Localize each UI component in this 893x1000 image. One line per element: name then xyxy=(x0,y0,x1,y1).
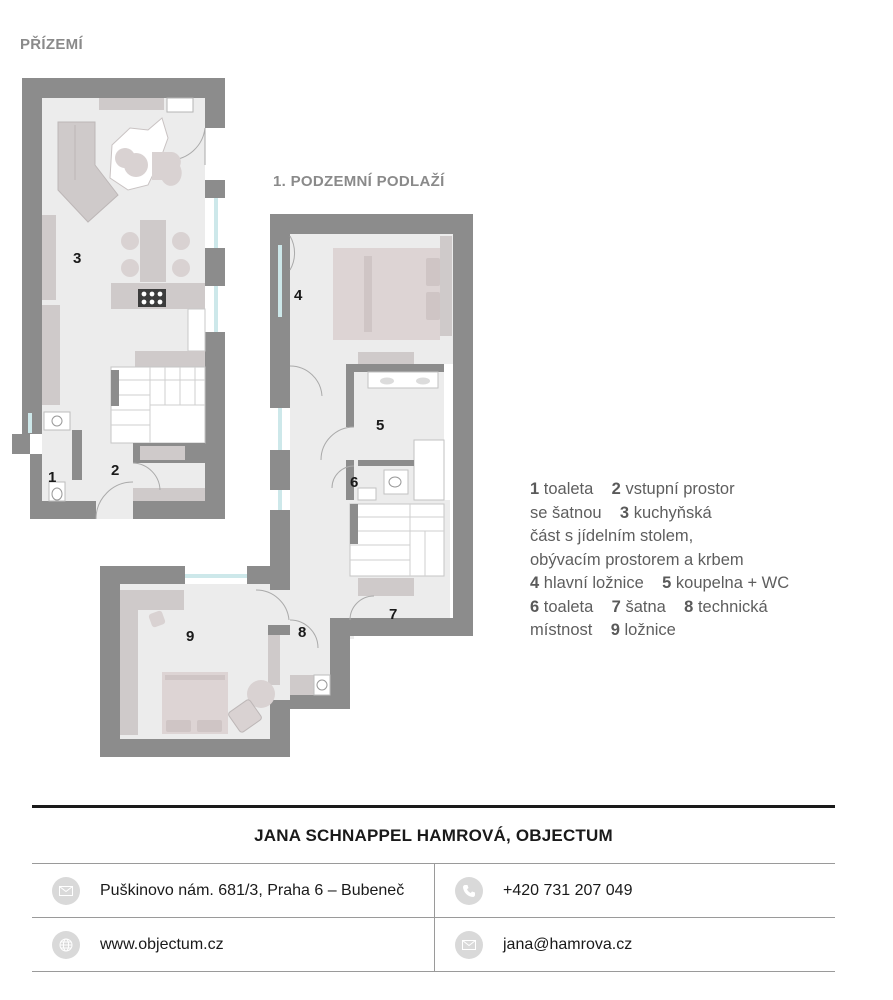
legend-number: 5 xyxy=(662,574,672,592)
basement-window xyxy=(278,490,282,510)
basement-wall xyxy=(268,625,290,635)
legend-number: 6 xyxy=(530,597,540,616)
wall-cabinet xyxy=(42,215,56,300)
coffee-table xyxy=(124,153,148,177)
toilet-partition xyxy=(358,460,414,466)
basement-wall xyxy=(350,618,473,636)
kitchen-sink xyxy=(167,98,193,112)
basement-wall xyxy=(270,700,290,757)
globe-icon xyxy=(52,931,80,959)
basement-floor-title: 1. PODZEMNÍ PODLAŽÍ xyxy=(273,173,445,190)
wardrobe-7 xyxy=(358,578,414,596)
ground-floor-plan xyxy=(12,78,225,519)
desk xyxy=(120,590,184,610)
bedroom-9-wardrobe xyxy=(120,590,138,735)
bed-pillow xyxy=(166,720,191,732)
legend-text: místnost xyxy=(530,621,593,639)
bed-pillow xyxy=(426,258,440,286)
address-text: Puškinovo nám. 681/3, Praha 6 – Bubeneč xyxy=(100,881,405,899)
ground-floor-wall xyxy=(30,454,42,519)
wardrobe xyxy=(140,446,185,460)
kitchen-counter xyxy=(135,351,205,367)
washbasin xyxy=(380,378,394,385)
wc-sink xyxy=(44,412,70,430)
double-bed xyxy=(333,248,440,340)
legend-text: ložnice xyxy=(624,621,676,639)
legend-number: 1 xyxy=(530,480,540,498)
dining-chair xyxy=(121,259,139,277)
legend-number: 8 xyxy=(684,597,694,616)
bed-pillow xyxy=(426,292,440,320)
legend-text: technická xyxy=(697,597,768,616)
envelope-icon xyxy=(52,877,80,905)
ground-floor-window xyxy=(28,413,32,433)
stove-burner xyxy=(142,300,147,305)
legend-text: toaleta xyxy=(543,480,594,498)
legend-number: 3 xyxy=(619,503,630,522)
sink-wc-6 xyxy=(358,488,376,500)
room-number-3: 3 xyxy=(73,250,82,267)
legend-text: část s jídelním stolem, xyxy=(530,527,694,545)
bedroom-9-window xyxy=(185,574,247,578)
toilet-wc-6 xyxy=(384,470,408,494)
ground-floor-wall xyxy=(205,180,225,198)
legend-number: 7 xyxy=(611,597,621,616)
bathroom-wall xyxy=(346,372,354,427)
room-number-5: 5 xyxy=(376,417,385,434)
room-number-8: 8 xyxy=(298,624,307,641)
room-legend xyxy=(530,478,860,643)
dining-chair xyxy=(172,232,190,250)
stove-burner xyxy=(142,292,147,297)
room-number-6: 6 xyxy=(350,474,359,491)
basement-wall xyxy=(247,566,290,584)
legend-number: 2 xyxy=(611,480,621,498)
basement-wall xyxy=(270,450,290,490)
stove-burner xyxy=(150,292,155,297)
stair-wall xyxy=(111,370,119,406)
washbasin xyxy=(416,378,430,385)
stove-burner xyxy=(158,292,163,297)
ground-floor-window xyxy=(214,198,218,248)
legend-text: se šatnou xyxy=(530,503,602,522)
room-number-9: 9 xyxy=(186,628,195,645)
envelope-icon xyxy=(455,931,483,959)
basement-wall xyxy=(330,618,350,708)
legend-text: šatna xyxy=(625,597,666,616)
kitchen-cabinet xyxy=(99,98,164,110)
legend-number: 9 xyxy=(610,621,620,639)
web-link[interactable]: www.objectum.cz xyxy=(100,935,224,953)
bed-headboard xyxy=(165,675,225,680)
legend-text: hlavní ložnice xyxy=(543,574,644,592)
stair-wall xyxy=(350,504,358,544)
room-number-7: 7 xyxy=(389,606,398,623)
washing-machine xyxy=(314,675,330,695)
basement-staircase xyxy=(350,504,444,576)
legend-text: obývacím prostorem a krbem xyxy=(530,550,744,569)
tech-room-cabinet xyxy=(290,675,314,695)
studio-name: JANA SCHNAPPEL HAMROVÁ, OBJECTUM xyxy=(32,808,835,864)
legend-number: 4 xyxy=(530,574,540,592)
legend-row xyxy=(530,572,860,596)
bathroom-wall xyxy=(346,364,444,372)
contact-row xyxy=(32,918,835,972)
ground-floor-window xyxy=(214,286,218,332)
room-number-4: 4 xyxy=(294,287,303,304)
contact-box xyxy=(32,805,835,972)
contact-row xyxy=(32,864,835,918)
basement-window xyxy=(278,245,282,317)
stove-burner xyxy=(150,300,155,305)
legend-row xyxy=(530,478,860,502)
kitchen-counter xyxy=(188,309,205,351)
corridor-area xyxy=(290,364,354,639)
legend-text: koupelna + WC xyxy=(675,574,790,592)
shower xyxy=(414,440,444,500)
ground-floor-wall xyxy=(72,430,82,480)
legend-row xyxy=(530,619,860,643)
email-cell xyxy=(435,918,835,971)
basement-wall xyxy=(290,695,350,709)
stove-burner xyxy=(158,300,163,305)
ground-floor-wall xyxy=(205,332,225,519)
ground-floor-wall xyxy=(205,248,225,286)
ground-floor-wall xyxy=(12,434,30,454)
room-number-2: 2 xyxy=(111,462,120,479)
room-number-1: 1 xyxy=(48,469,57,486)
basement-wall xyxy=(270,320,290,408)
phone-text[interactable]: +420 731 207 049 xyxy=(503,881,633,899)
wall-cabinet xyxy=(42,305,60,405)
web-cell xyxy=(32,918,435,971)
ground-floor-entrance-gap xyxy=(96,501,133,519)
legend-text: toaleta xyxy=(543,597,594,616)
dining-table xyxy=(140,220,166,282)
legend-row xyxy=(530,596,860,620)
basement-window xyxy=(278,408,282,450)
legend-row xyxy=(530,549,860,573)
bed-headboard xyxy=(364,256,372,332)
bedroom-wardrobe xyxy=(440,236,452,336)
ground-floor-title: PŘÍZEMÍ xyxy=(20,36,83,53)
bathroom-cabinet xyxy=(358,352,414,364)
bedroom-9-shelf xyxy=(268,635,280,685)
legend-text: vstupní prostor xyxy=(625,480,735,498)
dining-chair xyxy=(172,259,190,277)
email-link[interactable]: jana@hamrova.cz xyxy=(503,935,633,953)
legend-row xyxy=(530,502,860,526)
address-cell xyxy=(32,864,435,917)
legend-text: kuchyňská xyxy=(633,503,712,522)
legend-row xyxy=(530,525,860,549)
phone-icon xyxy=(455,877,483,905)
wardrobe xyxy=(133,488,205,501)
bed-pillow xyxy=(197,720,222,732)
dining-chair xyxy=(121,232,139,250)
phone-cell xyxy=(435,864,835,917)
